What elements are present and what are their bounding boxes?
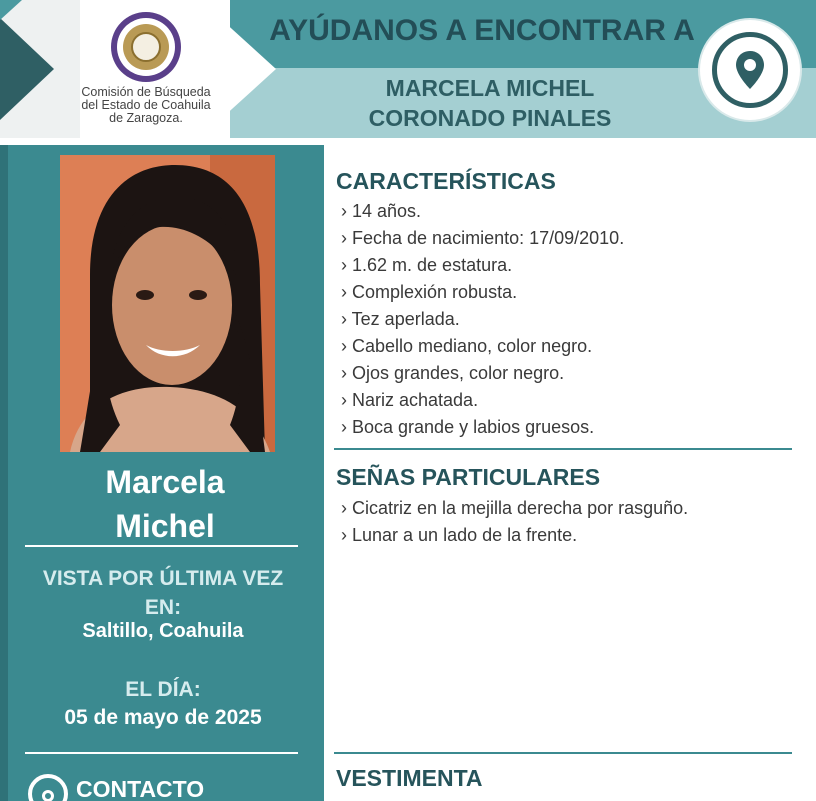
person-photo <box>60 155 275 452</box>
list-item: › 1.62 m. de estatura. <box>341 252 624 279</box>
last-seen-label <box>18 564 308 622</box>
list-item: › Boca grande y labios gruesos. <box>341 414 624 441</box>
left-panel-edge <box>0 145 8 801</box>
left-divider-bottom <box>25 752 298 754</box>
list-item: › Lunar a un lado de la frente. <box>341 522 688 549</box>
particular-signs-title: SEÑAS PARTICULARES <box>336 464 601 490</box>
seal-emblem <box>131 32 161 62</box>
page-title: AYÚDANOS A ENCONTRAR A <box>269 14 695 47</box>
list-item: › Fecha de nacimiento: 17/09/2010. <box>341 225 624 252</box>
person-photo-illustration <box>60 155 275 452</box>
state-seal-logo <box>111 12 181 82</box>
list-item: › Nariz achatada. <box>341 387 624 414</box>
first-name-line-1: Marcela <box>105 464 225 500</box>
particular-signs-list <box>341 495 688 549</box>
last-seen-label-line-2: EN: <box>144 596 182 619</box>
contact-label: CONTACTO <box>76 776 205 801</box>
org-line-3: de Zaragoza. <box>109 111 183 125</box>
organization-name <box>60 86 232 125</box>
last-seen-day-label: EL DÍA: <box>125 678 201 701</box>
characteristics-list <box>341 198 624 441</box>
last-seen-date: 05 de mayo de 2025 <box>64 706 262 729</box>
missing-person-full-name <box>290 73 690 133</box>
full-name-line-1: MARCELA MICHEL <box>385 75 595 101</box>
list-item: › Complexión robusta. <box>341 279 624 306</box>
clothing-title: VESTIMENTA <box>336 765 483 791</box>
phone-icon-dot <box>42 790 54 801</box>
last-seen-label-line-1: VISTA POR ÚLTIMA VEZ <box>42 567 284 590</box>
last-seen-place: Saltillo, Coahuila <box>82 620 244 642</box>
list-item: › Ojos grandes, color negro. <box>341 360 624 387</box>
characteristics-title: CARACTERÍSTICAS <box>336 168 556 194</box>
org-line-1: Comisión de Búsqueda <box>81 85 211 99</box>
list-item: › 14 años. <box>341 198 624 225</box>
person-first-names <box>20 460 310 548</box>
location-pin-icon <box>733 49 767 91</box>
full-name-line-2: CORONADO PINALES <box>368 105 612 131</box>
list-item: › Cicatriz en la mejilla derecha por rasguño. <box>341 495 688 522</box>
characteristics-divider <box>334 448 792 450</box>
clothing-divider <box>334 752 792 754</box>
left-divider-top <box>25 545 298 547</box>
location-badge <box>700 20 800 120</box>
list-item: › Cabello mediano, color negro. <box>341 333 624 360</box>
list-item: › Tez aperlada. <box>341 306 624 333</box>
first-name-line-2: Michel <box>115 508 215 544</box>
org-line-2: del Estado de Coahuila <box>81 98 211 112</box>
